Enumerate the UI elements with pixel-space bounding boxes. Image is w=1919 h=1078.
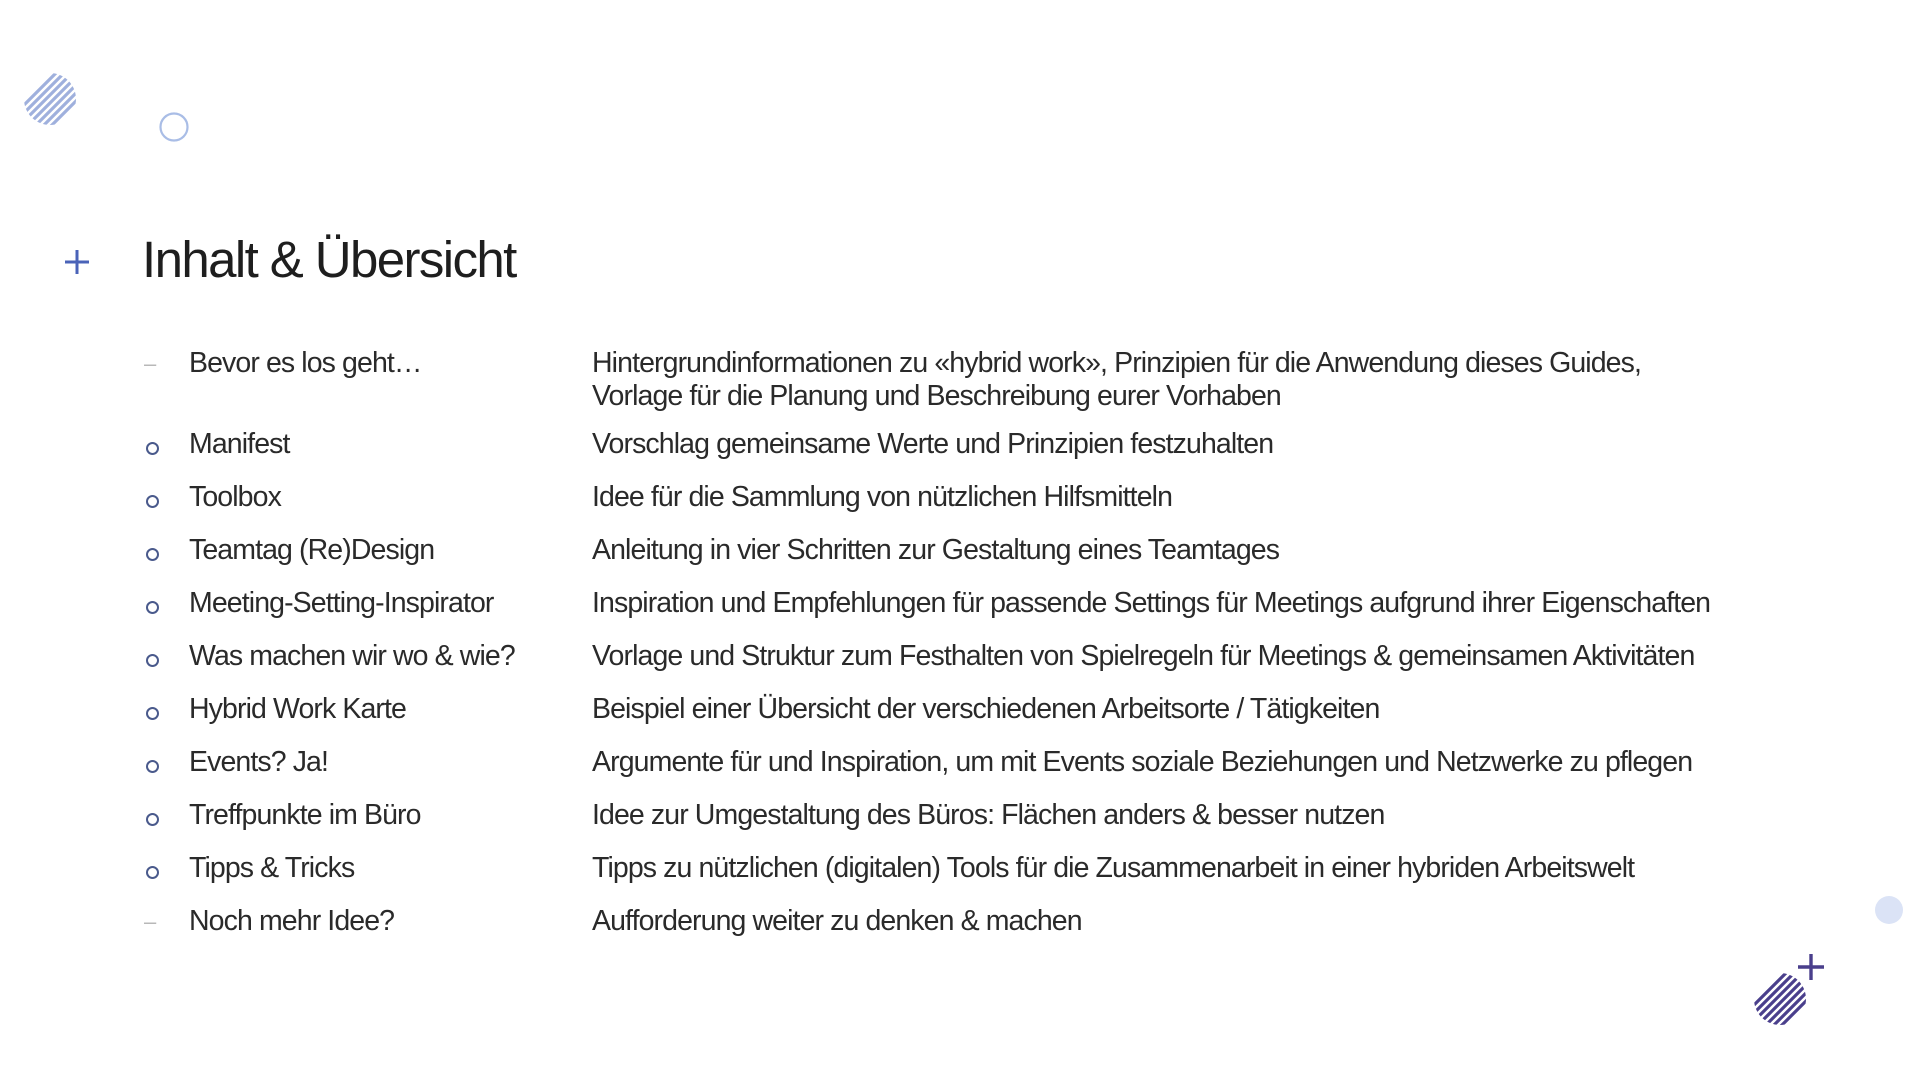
toc-item-description [592, 746, 1692, 779]
toc-item-description [592, 534, 1279, 567]
toc-item-description-line: Inspiration und Empfehlungen für passende Settings für Meetings aufgrund ihrer Eigenschaften [592, 587, 1711, 619]
toc-item-name: Meeting-Setting-Inspirator [189, 587, 494, 619]
plus-icon [62, 247, 92, 277]
toc-item-description-line: Tipps zu nützlichen (digitalen) Tools für die Zusammenarbeit in einer hybriden Arbeitswelt [592, 852, 1635, 884]
toc-item-name: Treffpunkte im Büro [189, 799, 421, 831]
circle-bullet-icon [146, 813, 159, 826]
hatched-circle-decoration [22, 71, 78, 127]
toc-item-description-line: Vorschlag gemeinsame Werte und Prinzipien festzuhalten [592, 428, 1274, 460]
outline-circle-decoration [158, 111, 190, 143]
toc-item-name: Bevor es los geht… [189, 347, 422, 379]
circle-bullet-icon [146, 707, 159, 720]
toc-item-description-line: Hintergrundinformationen zu «hybrid work», Prinzipien für die Anwendung dieses Guides, [592, 347, 1641, 379]
toc-item-name: Events? Ja! [189, 746, 329, 778]
dash-bullet-icon: – [144, 909, 157, 934]
circle-bullet-icon [146, 442, 159, 455]
circle-bullet-icon [146, 601, 159, 614]
toc-item-name: Noch mehr Idee? [189, 905, 395, 937]
toc-item-description-line: Beispiel einer Übersicht der verschiedenen Arbeitsorte / Tätigkeiten [592, 693, 1380, 725]
toc-item-description-line: Vorlage für die Planung und Beschreibung eurer Vorhaben [592, 380, 1281, 412]
page-title: Inhalt & Übersicht [142, 231, 516, 288]
toc-item-description [592, 347, 1641, 413]
toc-item-name: Teamtag (Re)Design [189, 534, 435, 566]
toc-item-name: Was machen wir wo & wie? [189, 640, 515, 672]
toc-item-description [592, 693, 1379, 726]
circle-bullet-icon [146, 760, 159, 773]
toc-item-name: Hybrid Work Karte [189, 693, 406, 725]
toc-item-description [592, 640, 1694, 673]
circle-bullet-icon [146, 548, 159, 561]
toc-item-description [592, 481, 1172, 514]
toc-item-description-line: Anleitung in vier Schritten zur Gestaltung eines Teamtages [592, 534, 1280, 566]
toc-item-description [592, 905, 1082, 938]
toc-item-description-line: Idee für die Sammlung von nützlichen Hilfsmitteln [592, 481, 1173, 513]
circle-bullet-icon [146, 495, 159, 508]
circle-bullet-icon [146, 654, 159, 667]
hatched-circle-decoration-dark [1752, 971, 1808, 1027]
toc-item-description [592, 852, 1634, 885]
toc-item-description [592, 428, 1273, 461]
toc-item-name: Toolbox [189, 481, 281, 513]
toc-item-description-line: Argumente für und Inspiration, um mit Events soziale Beziehungen und Netzwerke zu pflegen [592, 746, 1693, 778]
toc-item-name: Tipps & Tricks [189, 852, 355, 884]
toc-item-description-line: Idee zur Umgestaltung des Büros: Flächen anders & besser nutzen [592, 799, 1385, 831]
toc-item-description-line: Aufforderung weiter zu denken & machen [592, 905, 1082, 937]
toc-item-description [592, 799, 1384, 832]
circle-bullet-icon [146, 866, 159, 879]
toc-item-description-line: Vorlage und Struktur zum Festhalten von Spielregeln für Meetings & gemeinsamen Aktivitäten [592, 640, 1695, 672]
filled-circle-decoration [1873, 894, 1905, 926]
toc-item-name: Manifest [189, 428, 290, 460]
dash-bullet-icon: – [144, 351, 157, 376]
toc-item-description [592, 587, 1710, 620]
